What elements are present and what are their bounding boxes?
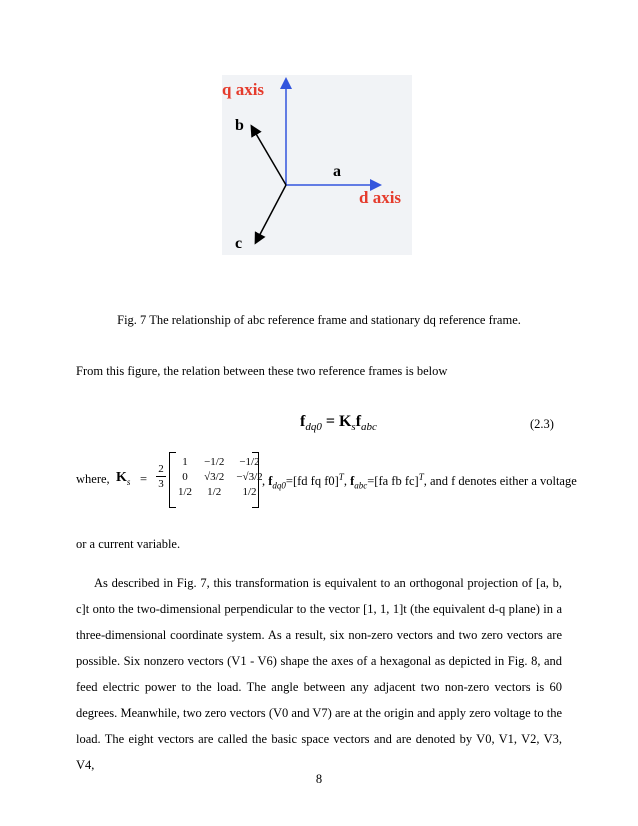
matrix-cell: 1: [182, 455, 188, 468]
matrix-cell: −√3/2: [236, 470, 263, 483]
where-line-2: or a current variable.: [76, 537, 181, 551]
matrix-cell: √3/2: [204, 470, 225, 483]
body-line: feed electric power to the load. The angle between any adjacent two non-zero vectors is 60: [76, 680, 562, 694]
c-label: c: [235, 235, 243, 252]
a-label: a: [333, 163, 341, 180]
eq-lhs-f: f: [300, 413, 306, 430]
equation-number: (2.3): [530, 417, 554, 431]
matrix-cell: −1/2: [204, 455, 225, 468]
vector-c: [256, 185, 286, 242]
matrix-definition: [76, 450, 577, 510]
frac-den: 3: [156, 476, 166, 491]
ks-equals: =: [140, 472, 148, 486]
figure-caption: Fig. 7 The relationship of abc reference frame and stationary dq reference frame.: [117, 313, 521, 327]
frac-num: 2: [158, 463, 164, 475]
ks-symbol: [116, 470, 130, 487]
page-number: 8: [315, 772, 323, 786]
fabc-def: =[fa fb fc]: [367, 474, 419, 489]
matrix-right-bracket: [252, 452, 259, 508]
definition-tail: , and f denotes either a voltage: [423, 474, 577, 489]
where-label: where,: [76, 472, 110, 486]
eq-rhs-f: f: [355, 413, 362, 430]
body-line: load. The eight vectors are called the basic space vectors and are denoted by V0, V1, V2, V3, V4,: [76, 732, 562, 772]
matrix-cell: 0: [182, 470, 188, 483]
ks-K: K: [116, 470, 127, 485]
vector-definitions: , $f_{dq0}=[fd$ fq f0]$^T$, $f_{abc}=[fa$ fb fc]$^T$, and f denotes either a voltage: [262, 472, 577, 491]
fabc-sub: abc: [354, 480, 368, 491]
dq-frame-figure: [222, 75, 412, 255]
eq-rhs-sub: abc: [361, 421, 377, 434]
eq-equals: =: [321, 413, 339, 430]
matrix-cell: −1/2: [239, 455, 260, 468]
b-label: b: [235, 117, 244, 134]
eq-K: K: [338, 413, 352, 430]
fdq0-transpose: T: [338, 472, 344, 482]
fdq0-def: =[fd fq f0]: [285, 474, 339, 489]
two-thirds-fraction: [156, 462, 166, 491]
matrix-cell: 1/2: [242, 485, 257, 498]
body-line: degrees. Meanwhile, two zero vectors (V0 and V7) are at the origin and apply zero voltage to the: [76, 706, 562, 720]
q-axis-label: q axis: [222, 80, 265, 99]
eq-K-sub: s: [351, 421, 356, 434]
ks-sub: s: [126, 476, 131, 487]
equation-2-3: [300, 413, 377, 433]
d-axis-label: d axis: [359, 188, 402, 207]
body-line: three-dimensional coordinate system. As a result, six non-zero vectors and two zero vectors are: [76, 628, 562, 642]
fabc-transpose: T: [418, 472, 424, 482]
intro-text: From this figure, the relation between these two reference frames is below: [76, 364, 448, 378]
body-line: c]t onto the two-dimensional perpendicular to the vector [1, 1, 1]t (the equivalent d-q plane) in a: [76, 602, 562, 616]
eq-lhs-sub: dq0: [305, 421, 322, 434]
body-line: As described in Fig. 7, this transformation is equivalent to an orthogonal projection of [a, b,: [94, 576, 562, 590]
body-line: possible. Six nonzero vectors (V1 - V6) shape the axes of a hexagonal as depicted in Fig. 8, and: [76, 654, 562, 668]
dq-frame-diagram: [222, 75, 412, 255]
matrix-cell: 1/2: [178, 485, 193, 498]
vector-b: [252, 127, 286, 185]
fabc-name: f: [350, 474, 355, 489]
fdq0-name: f: [268, 474, 273, 489]
matrix-cell: 1/2: [207, 485, 222, 498]
fdq0-sub: dq0: [272, 480, 286, 491]
